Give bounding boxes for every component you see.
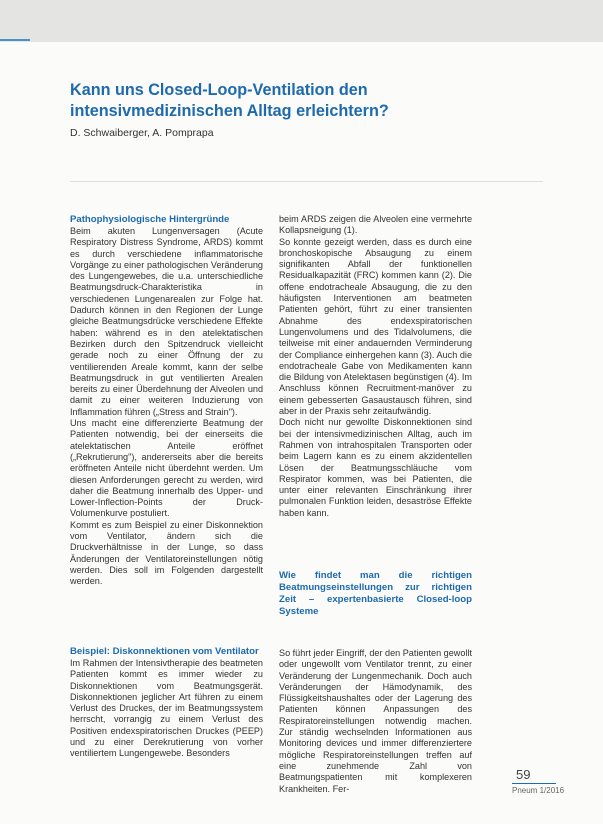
- column-right-bottom: [279, 648, 472, 795]
- page-number-rule: [512, 783, 556, 784]
- divider-rule: [70, 181, 543, 182]
- section-heading-patho: Pathophysiologische Hintergründe: [70, 214, 230, 225]
- column-right-heading: [279, 570, 472, 618]
- paragraph: Uns macht eine differenzierte Beatmung der Patienten notwendig, bei der einerseits die atelektatischen Anteile eröffnet („Rekrutierung"), andererseits aber die bereits eröffneten Anteile nicht überdehnt werden. Um diesen Anforderungen gerecht zu werden, wird daher die Beatmung innerhalb des Upper- und Lower-Inflection-Points der Druck-Volumenkurve postuliert.: [70, 418, 263, 519]
- paragraph: So konnte gezeigt werden, dass es durch eine bronchoskopische Absaugung zu einem signifikanten Abfall der funktionellen Residualkapazität (FRC) kommen kann (2). Die offene endotracheale Absaugung, die zu den häufigsten Interventionen am beatmeten Patienten gehört, führt zu einer transienten Abnahme des endexspiratorischen Lungenvolumens und des Tidalvolumens, die teilweise mit einer andauernden Verminderung der Compliance einhergehen kann (3). Auch die endotracheale Gabe von Medikamenten kann die Bildung von Atelektasen begünstigen (4). Im Anschluss können Recruitment-manöver zu einem gebesserten Gasaustausch führen, sind aber in der Praxis sehr zeitaufwändig.: [279, 236, 472, 417]
- paragraph: beim ARDS zeigen die Alveolen eine vermehrte Kollapsneigung (1).: [279, 214, 472, 236]
- article-authors: D. Schwaiberger, A. Pomprapa: [70, 127, 214, 139]
- section-heading-closed-loop: Wie findet man die richtigen Beatmungseinstellungen zur richtigen Zeit – expertenbasierte Closed-loop Systeme: [279, 570, 472, 617]
- article-title: Kann uns Closed-Loop-Ventilation den intensivmedizinischen Alltag erleichtern?: [70, 81, 389, 120]
- top-accent-mark: [0, 39, 30, 41]
- section-heading-beispiel: Beispiel: Diskonnektionen vom Ventilator: [70, 646, 259, 657]
- paragraph: Beim akuten Lungenversagen (Acute Respiratory Distress Syndrome, ARDS) kommt es durch verschiedene inflammatorische Vorgänge zu einer pathologischen Veränderung des Lungengewebes, die u.a. unterschiedliche Beatmungsdruck-Charakteristika in verschiedenen Lungenarealen zur Folge hat. Dadurch können in den Regionen der Lunge gleiche Beatmungsdrücke verschiedene Effekte haben: während es in den atelektatischen Bezirken durch den Spitzendruck vielleicht gerade noch zu einer Öffnung der zu ventilierenden Areale kommt, kann der selbe Beatmungsdruck in gut ventilierten Arealen bereits zu einer Überdehnung der Alveolen und damit zu einer weiteren Induzierung von Inflammation führen („Stress and Strain").: [70, 226, 263, 417]
- top-band: [0, 0, 603, 42]
- column-right-top: [279, 214, 472, 519]
- journal-reference: Pneum 1/2016: [512, 786, 565, 795]
- page-number: 59: [516, 767, 531, 782]
- paragraph: Doch nicht nur gewollte Diskonnektionen sind bei der intensivmedizinischen Alltag, auch im Rahmen von intrahospitalen Transporten oder beim Lagern kann es zu einem akzidentellen Lösen der Beatmungsschläuche vom Respirator kommen, was bei Patienten, die unter einer relevanten Einschränkung ihrer pulmonalen Funktion leiden, desaströse Effekte haben kann.: [279, 417, 472, 518]
- paragraph: Im Rahmen der Intensivtherapie des beatmeten Patienten kommt es immer wieder zu Diskonnektionen vom Beatmungsgerät. Diskonnektionen jeglicher Art führen zu einem Verlust des Druckes, der im Beatmungssystem herrscht, vorrangig zu einem Verlust des Positiven endexspiratorischen Druckes (PEEP) und zu einer Derekrutierung von vorher ventiliertem Lungengewebe. Besonders: [70, 658, 263, 759]
- paragraph: Kommt es zum Beispiel zu einer Diskonnektion vom Ventilator, ändern sich die Druckverhältnisse in der Lunge, so dass Änderungen der Ventilatoreinstellungen nötig werden. Dies soll im Folgenden dargestellt werden.: [70, 519, 263, 587]
- column-left-bottom: [70, 646, 263, 760]
- paragraph: So führt jeder Eingriff, der den Patienten gewollt oder ungewollt vom Ventilator trennt, zu einer Veränderung der Lungenmechanik. Doch auch Veränderungen der Hämodynamik, des Flüssigkeitshaushaltes oder der Lagerung des Patienten können Anpassungen des Respiratoreinstellungen notwendig machen. Zur ständig wechselnden Informationen aus Monitoring devices und immer differenziertere mögliche Respiratoreinstellungen treffen auf eine zunehmende Zahl von Beatmungspatienten mit komplexeren Krankheiten. Fer-: [279, 648, 472, 794]
- column-left-top: [70, 214, 263, 588]
